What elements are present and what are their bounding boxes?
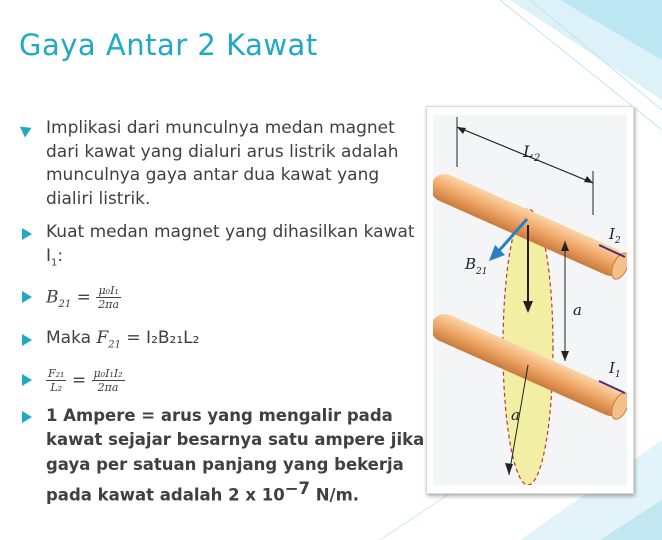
bullet-colon: : bbox=[57, 245, 64, 266]
bullet-arrow-icon bbox=[22, 228, 32, 240]
length-label: L bbox=[523, 142, 534, 161]
length-arrowhead-right bbox=[584, 176, 593, 183]
bullet-arrow-icon bbox=[22, 291, 32, 303]
bullet-formula-b21 bbox=[22, 284, 427, 316]
ampere-unit: N/m. bbox=[310, 485, 360, 505]
parallel-wires-figure bbox=[426, 106, 634, 494]
formula-f-lhs-fraction bbox=[46, 367, 66, 394]
formula-f-rhs-fraction bbox=[92, 367, 125, 394]
slide-title: Gaya Antar 2 Kawat bbox=[19, 28, 318, 62]
fraction-numerator: μ₀I₁ bbox=[96, 284, 121, 298]
separation-label-2: a bbox=[511, 406, 520, 424]
formula-fraction bbox=[96, 284, 121, 311]
field-label: B bbox=[465, 255, 477, 273]
field-label-sub: 21 bbox=[476, 267, 488, 277]
maka-lhs: F bbox=[96, 327, 109, 348]
bullet-maka bbox=[22, 327, 427, 357]
formula-lhs-sub: 21 bbox=[58, 299, 72, 311]
bullet-arrow-icon bbox=[22, 374, 32, 386]
fraction-numerator: μ₀I₁I₂ bbox=[93, 366, 123, 380]
bullet-formula-f bbox=[22, 367, 427, 394]
formula-eq: = bbox=[71, 370, 87, 391]
ampere-exponent: −7 bbox=[284, 479, 310, 499]
bullet-ampere bbox=[22, 404, 427, 509]
bullet-sub: 1 bbox=[51, 256, 58, 268]
fraction-numerator: F₂₁ bbox=[48, 366, 65, 380]
formula-lhs: B bbox=[46, 287, 59, 308]
figure-panel bbox=[433, 115, 627, 485]
bullet-arrow-icon bbox=[22, 411, 32, 423]
maka-rhs: = I₂B₂₁L₂ bbox=[126, 327, 200, 348]
fraction-denominator: 2πa bbox=[97, 380, 119, 394]
length-label-sub: 2 bbox=[534, 153, 541, 164]
bullet-arrow-icon bbox=[22, 334, 32, 346]
bullet-list bbox=[22, 117, 427, 518]
current-bottom-sub: 1 bbox=[615, 370, 621, 380]
separation-label-1: a bbox=[573, 301, 582, 319]
bullet-kuat-medan bbox=[22, 221, 427, 274]
fraction-denominator: L₂ bbox=[50, 380, 63, 394]
current-top-label: I bbox=[609, 225, 615, 243]
bullet-implikasi bbox=[22, 117, 427, 211]
current-top-sub: 2 bbox=[615, 236, 621, 246]
bullet-arrow-icon bbox=[20, 122, 34, 137]
ampere-text: 1 Ampere = arus yang mengalir pada kawat sejajar besarnya satu ampere jika gaya per satuan panjang yang bekerja pada kawat adalah 2 x 10 bbox=[46, 405, 425, 505]
parallel-wires-illustration bbox=[433, 115, 627, 485]
fraction-denominator: 2πa bbox=[98, 298, 120, 312]
maka-lhs-sub: 21 bbox=[108, 339, 121, 351]
length-arrowhead-left bbox=[457, 127, 466, 134]
bullet-text: Kuat medan magnet yang dihasilkan kawat I bbox=[46, 222, 415, 266]
maka-word: Maka bbox=[46, 327, 92, 348]
current-bottom-label: I bbox=[609, 359, 615, 377]
formula-eq: = bbox=[76, 287, 91, 308]
bullet-text: Implikasi dari munculnya medan magnet dari kawat yang dialuri arus listrik adalah munculnya gaya antar dua kawat yang dialiri listrik. bbox=[46, 118, 399, 209]
